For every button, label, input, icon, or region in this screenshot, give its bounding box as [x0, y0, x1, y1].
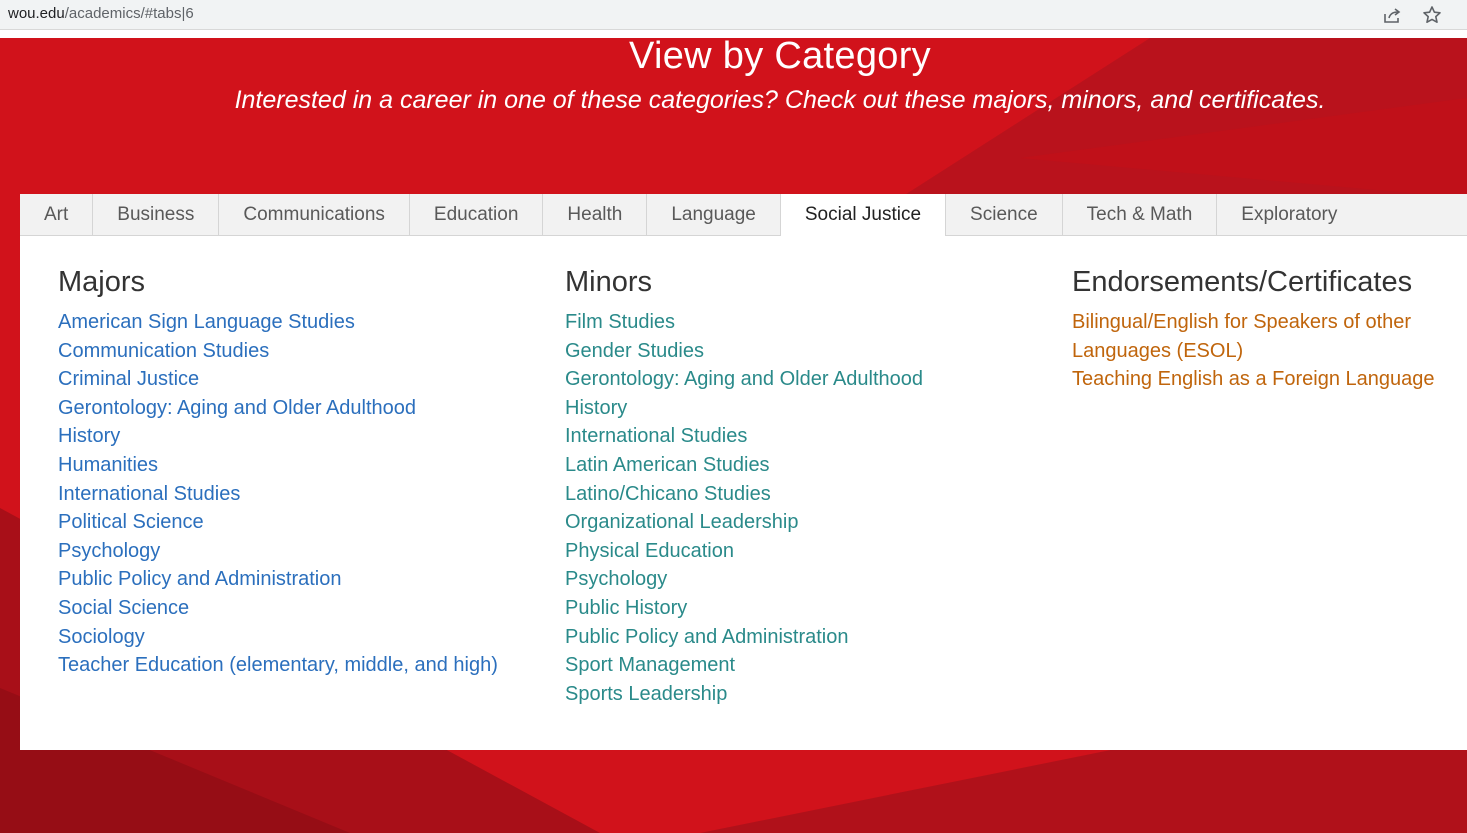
major-link[interactable]: Teacher Education (elementary, middle, and high): [58, 654, 498, 677]
major-link[interactable]: American Sign Language Studies: [58, 311, 355, 333]
browser-address-bar: [0, 0, 1467, 30]
minors-heading: Minors: [565, 266, 653, 298]
major-link[interactable]: Sociology: [58, 625, 145, 648]
list-item: [58, 623, 498, 652]
page-subtitle: Interested in a career in one of these categories? Check out these majors, minors, and certificates.: [234, 86, 1326, 114]
category-tabs: [20, 194, 1467, 236]
tab-business[interactable]: Business: [93, 194, 219, 235]
tab-language[interactable]: Language: [647, 194, 781, 235]
minor-link[interactable]: Latin American Studies: [565, 453, 770, 476]
url-field[interactable]: [8, 5, 194, 22]
list-item: [565, 508, 1005, 537]
list-item: [565, 451, 1005, 480]
minor-link[interactable]: Organizational Leadership: [565, 511, 799, 534]
url-path: /academics/#tabs|6: [64, 5, 194, 22]
minor-link[interactable]: Sports Leadership: [565, 682, 728, 705]
major-link[interactable]: History: [58, 425, 121, 448]
major-link[interactable]: Psychology: [58, 539, 161, 562]
minor-link[interactable]: Public Policy and Administration: [565, 625, 849, 648]
major-link[interactable]: Gerontology: Aging and Older Adulthood: [58, 396, 417, 419]
major-link[interactable]: Social Science: [58, 596, 190, 619]
category-panel: [20, 194, 1467, 750]
tab-health[interactable]: Health: [543, 194, 647, 235]
minor-link[interactable]: Latino/Chicano Studies: [565, 482, 771, 505]
list-item: [565, 565, 1005, 594]
list-item: [565, 623, 1005, 652]
list-item: [565, 365, 1005, 394]
tab-tech-math[interactable]: Tech & Math: [1063, 194, 1218, 235]
major-link[interactable]: Criminal Justice: [58, 368, 200, 391]
minor-link[interactable]: International Studies: [565, 425, 748, 448]
list-item: [565, 594, 1005, 623]
tab-science[interactable]: Science: [946, 194, 1063, 235]
list-item: [58, 565, 498, 594]
list-item: [58, 451, 498, 480]
major-link[interactable]: International Studies: [58, 482, 241, 505]
certificates-list: [1072, 308, 1452, 394]
certificates-heading: Endorsements/Certificates: [1072, 266, 1413, 298]
list-item: [565, 308, 1005, 337]
tab-art[interactable]: Art: [20, 194, 93, 235]
share-icon[interactable]: [1381, 4, 1403, 26]
majors-heading: Majors: [58, 266, 146, 298]
minor-link[interactable]: Physical Education: [565, 539, 734, 562]
major-link[interactable]: Communication Studies: [58, 339, 270, 362]
major-link[interactable]: Humanities: [58, 453, 159, 476]
certificate-link[interactable]: Teaching English as a Foreign Language: [1072, 368, 1435, 391]
tab-communications[interactable]: Communications: [219, 194, 410, 235]
list-item: [1072, 365, 1452, 394]
list-item: [565, 680, 1005, 709]
list-item: [58, 508, 498, 537]
list-item: [565, 537, 1005, 566]
minor-link[interactable]: Psychology: [565, 568, 668, 591]
list-item: [565, 337, 1005, 366]
list-item: [565, 651, 1005, 680]
list-item: [58, 422, 498, 451]
list-item: [58, 365, 498, 394]
minor-link[interactable]: Sport Management: [565, 654, 736, 677]
page-title: View by Category: [629, 38, 931, 77]
tab-education[interactable]: Education: [410, 194, 544, 235]
minor-link[interactable]: Gerontology: Aging and Older Adulthood: [565, 368, 924, 391]
list-item: [58, 394, 498, 423]
list-item: [1072, 308, 1452, 365]
minor-link[interactable]: Film Studies: [565, 311, 676, 333]
major-link[interactable]: Political Science: [58, 511, 204, 534]
minor-link[interactable]: Public History: [565, 596, 688, 619]
certificates-column: [1072, 264, 1452, 394]
major-link[interactable]: Public Policy and Administration: [58, 568, 342, 591]
minors-column: [565, 264, 1005, 708]
list-item: [58, 594, 498, 623]
certificate-link[interactable]: Bilingual/English for Speakers of other Languages (ESOL): [1072, 311, 1412, 362]
list-item: [565, 422, 1005, 451]
list-item: [58, 337, 498, 366]
list-item: [58, 537, 498, 566]
list-item: [58, 651, 498, 680]
majors-column: [58, 264, 498, 680]
list-item: [565, 480, 1005, 509]
minor-link[interactable]: History: [565, 396, 628, 419]
majors-list: [58, 308, 498, 680]
minors-list: [565, 308, 1005, 708]
list-item: [58, 308, 498, 337]
list-item: [565, 394, 1005, 423]
bookmark-star-icon[interactable]: [1421, 4, 1443, 26]
tab-social-justice[interactable]: Social Justice: [781, 194, 946, 236]
url-domain: wou.edu: [8, 5, 65, 22]
list-item: [58, 480, 498, 509]
tab-exploratory[interactable]: Exploratory: [1241, 204, 1338, 225]
minor-link[interactable]: Gender Studies: [565, 339, 704, 362]
